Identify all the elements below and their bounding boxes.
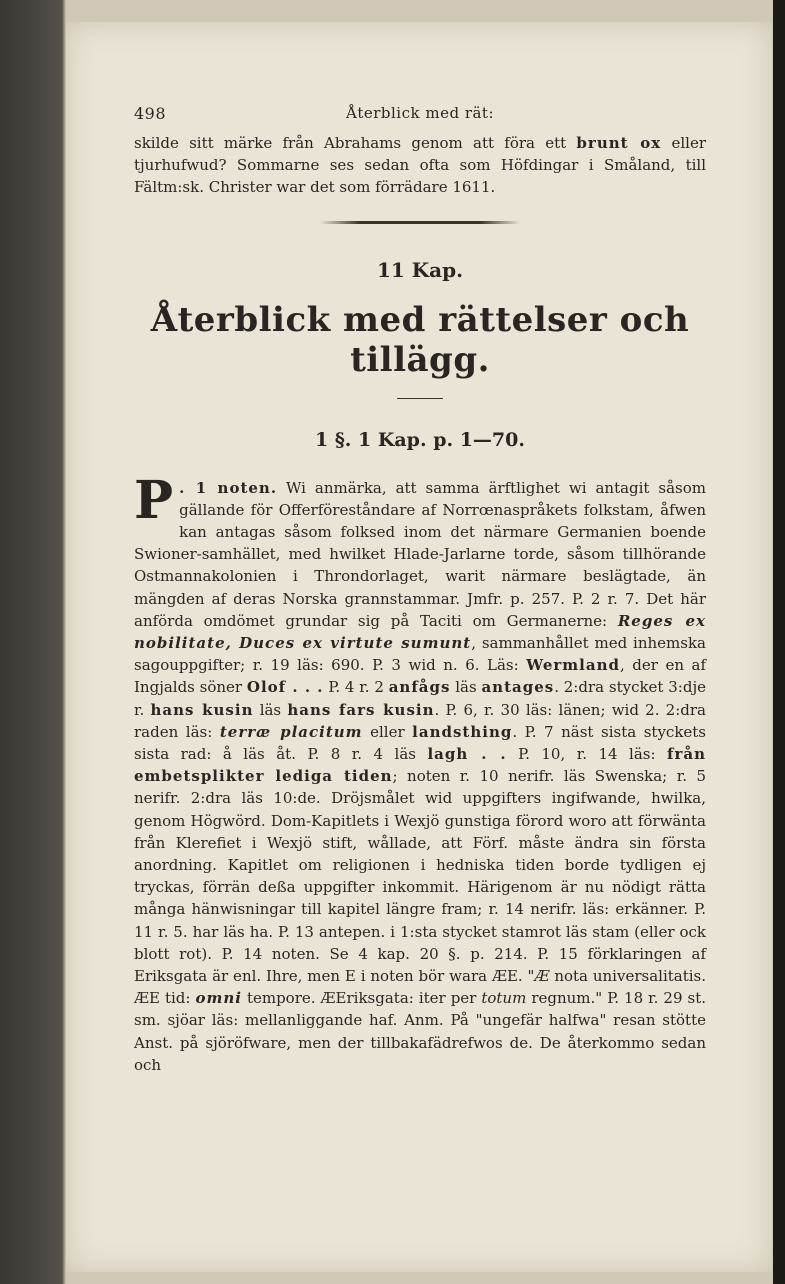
- text-run: . 2:dra stycket 3:dje r.: [134, 678, 706, 719]
- text-run: . P. 7 näst sista styckets sista rad: å läs åt. P. 8 r. 4 läs: [134, 722, 707, 764]
- title-line-2: tillägg.: [350, 339, 490, 380]
- text-run: regnum." P. 18 r. 29 st. sm. sjöar läs: mellanliggande haf. Anm. På "ungefär halfwa" resan stötte Anst. på sjöröfware, men der tillbakafädrefwos de. De återkommo sedan och: [134, 989, 706, 1074]
- latin-quote: Reges ex nobilitate, Duces ex virtute sumunt: [134, 611, 706, 653]
- text-run: nota universalitatis. ÆE tid:: [134, 967, 706, 1008]
- emphasis-text: lagh . .: [427, 745, 507, 764]
- text-run: P. 4 r. 2: [323, 678, 389, 697]
- body-paragraph: [134, 469, 707, 1076]
- page-header: [134, 104, 706, 132]
- text-run: läs: [253, 700, 288, 719]
- latin-term: totum: [481, 989, 527, 1008]
- text-run: . P. 6, r. 30 läs: länen; wid 2. 2:dra raden läs:: [134, 700, 706, 741]
- emphasis-text: från embetsplikter lediga tiden: [134, 745, 707, 786]
- scan-dark-edge: [773, 0, 785, 1284]
- latin-term: Æ: [534, 967, 550, 986]
- emphasis-text: Wermland: [526, 656, 620, 675]
- latin-term: omni: [195, 989, 242, 1008]
- emphasis-text: brunt ox: [576, 134, 662, 152]
- drop-capital: P: [134, 469, 174, 531]
- section-heading: 1 §. 1 Kap. p. 1—70.: [315, 428, 525, 451]
- section-divider: [320, 221, 520, 224]
- emphasis-text: hans fars kusin: [287, 700, 435, 719]
- note-reference: . 1 noten.: [179, 478, 278, 497]
- text-run: ; noten r. 10 nerifr. läs Swenska; r. 5 nerifr. 2:dra läs 10:de. Dröjsmålet wid uppgifters ingifwande, hwilka, genom Högwörd. Dom-Kapitlets i Wexjö gunstiga förord woro att förwänta från Klerefiet i Wexjö stift, wållade, att Förf. måste ändra sin första anordning. Kapitlet om religionen i hedniska tiden borde tydligen ej tryckas, förrän deßa uppgifter inkommit. Härigenom är nu nödigt rätta många hänwisningar till kapitel längre fram; r. 14 nerifr. läs: erkänner. P. 11 r. 5. har läs ha. P. 13 antepen. i 1:sta stycket stamrot läs stam (eller ock blott rot). P. 14 noten. Se 4 kap. 20 §. p. 214. P. 15 förklaringen af Eriksgata är enl. Ihre, men E i noten bör wara ÆE. ": [134, 767, 706, 986]
- emphasis-text: antages: [481, 678, 555, 697]
- text-run: läs: [450, 678, 482, 697]
- text-run: skilde sitt märke från Abrahams genom att föra ett: [134, 134, 577, 152]
- chapter-title: [134, 300, 706, 380]
- emphasis-text: anfågs: [388, 678, 451, 697]
- page-content: [134, 104, 706, 1076]
- text-run: , der en af Ingjalds söner: [134, 656, 706, 697]
- continued-paragraph: [134, 132, 706, 199]
- chapter-heading: 11 Kap.: [376, 257, 464, 282]
- book-page: [66, 22, 772, 1272]
- text-run: , sammanhållet med inhemska sagouppgifter; r. 19 läs: 690. P. 3 wid n. 6. Läs:: [134, 634, 706, 675]
- page-number: 498: [134, 104, 167, 123]
- latin-term: terræ placitum: [219, 722, 363, 741]
- title-line-1: Återblick med rättelser och: [150, 299, 690, 340]
- running-title: Återblick med rät:: [345, 104, 495, 122]
- body-text: [134, 469, 707, 1076]
- emphasis-text: hans kusin: [150, 700, 254, 719]
- text-run: eller: [362, 722, 413, 741]
- title-rule: [397, 398, 443, 399]
- emphasis-text: Olof . . .: [246, 678, 324, 697]
- text-run: P. 10, r. 14 läs:: [506, 745, 668, 764]
- text-run: tempore. ÆEriksgata: iter per: [241, 989, 482, 1008]
- text-run: eller tjurhufwud? Sommarne ses sedan ofta som Höfdingar i Småland, till Fältm:sk. Christer war det som förrädare 1611.: [134, 134, 706, 197]
- emphasis-text: landsthing: [412, 722, 513, 741]
- text-run: Wi anmärka, att samma ärftlighet wi antagit såsom gällande för Offerföreståndare af Norrœnaspråkets folkstam, åfwen kan antagas såsom folksed inom det närmare Germanien boende Swioner-samhället, med hwilket Hlade-Jarlarne torde, såsom tillhörande Ostmannakolonien i Throndorlaget, warit närmare beslägtade, än mängden af deras Norska grannstammar. Jmfr. p. 257. P. 2 r. 7. Det här anförda omdömet grundar sig på Taciti om Germanerne:: [134, 478, 706, 630]
